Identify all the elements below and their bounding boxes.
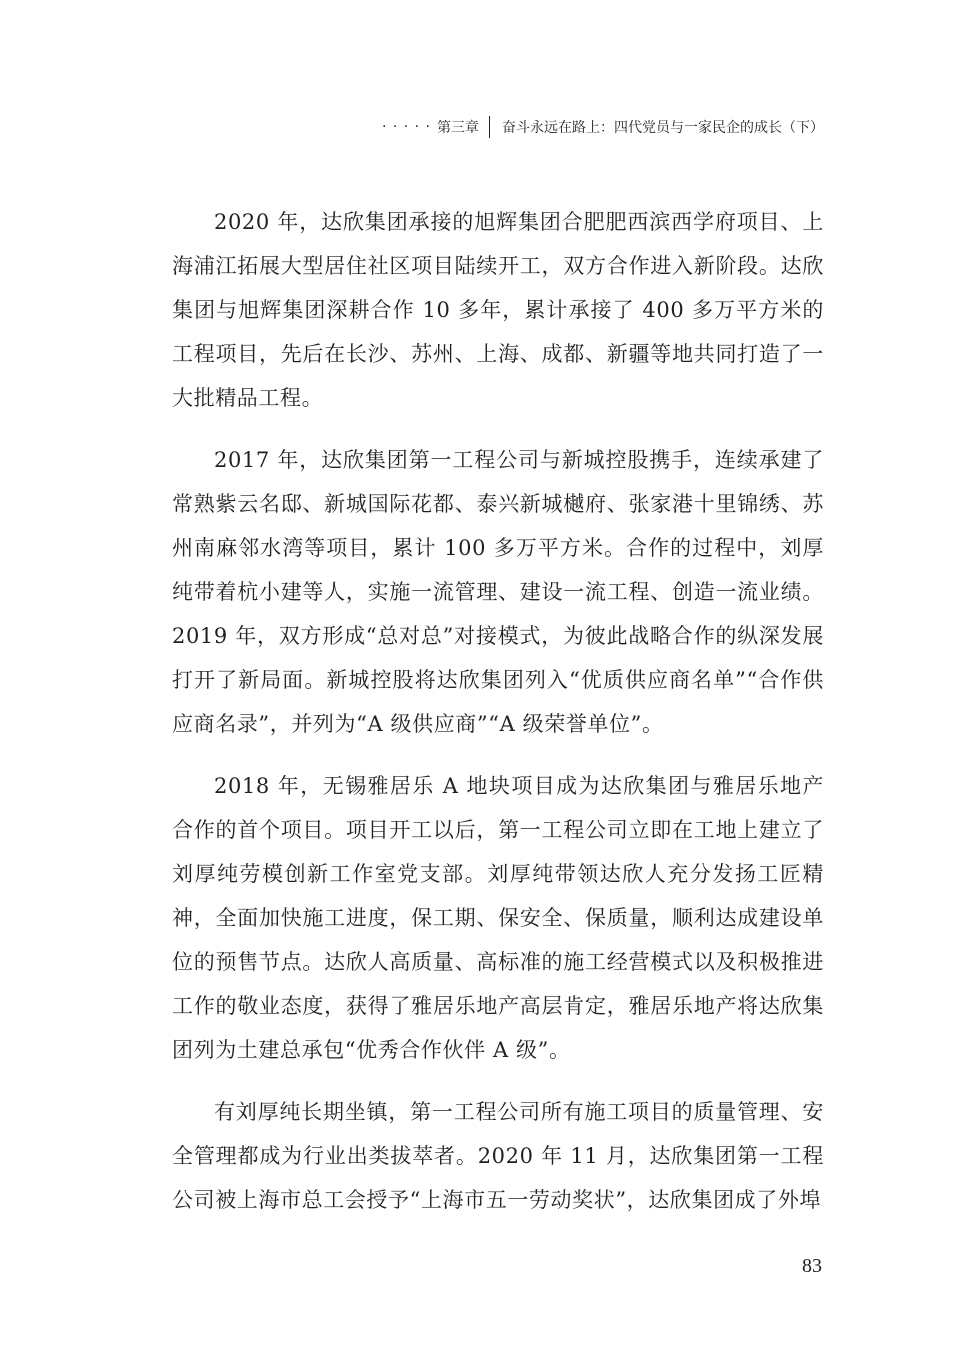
header-divider <box>489 116 490 138</box>
paragraph-3: 2018 年，无锡雅居乐 A 地块项目成为达欣集团与雅居乐地产合作的首个项目。项目开工以后，第一工程公司立即在工地上建立了刘厚纯劳模创新工作室党支部。刘厚纯带领达欣人充分发扬工匠精神，全面加快施工进度，保工期、保安全、保质量，顺利达成建设单位的预售节点。达欣人高质量、高标准的施工经营模式以及积极推进工作的敬业态度，获得了雅居乐地产高层肯定，雅居乐地产将达欣集团列为土建总承包“优秀合作伙伴 A 级”。 <box>172 774 824 1062</box>
page-number: 83 <box>802 1255 822 1277</box>
header-dots: · · · · · <box>381 119 431 135</box>
paragraph-1: 2020 年，达欣集团承接的旭辉集团合肥肥西滨西学府项目、上海浦江拓展大型居住社区项目陆续开工，双方合作进入新阶段。达欣集团与旭辉集团深耕合作 10 多年，累计承接了 400 多万平方米的工程项目，先后在长沙、苏州、上海、成都、新疆等地共同打造了一大批精品工程。 <box>172 210 824 410</box>
paragraph-2: 2017 年，达欣集团第一工程公司与新城控股携手，连续承建了常熟紫云名邸、新城国际花都、泰兴新城樾府、张家港十里锦绣、苏州南麻邻水湾等项目，累计 100 多万平方米。合作的过程中，刘厚纯带着杭小建等人，实施一流管理、建设一流工程、创造一流业绩。2019 年，双方形成“总对总”对接模式，为彼此战略合作的纵深发展打开了新局面。新城控股将达欣集团列入“优质供应商名单”“合作供应商名录”，并列为“A 级供应商”“A 级荣誉单位”。 <box>172 448 824 736</box>
chapter-label: 第三章 <box>437 120 479 136</box>
chapter-title: 奋斗永远在路上：四代党员与一家民企的成长（下） <box>502 120 824 136</box>
running-header <box>382 116 824 138</box>
body-text <box>172 200 824 1240</box>
paragraph-4: 有刘厚纯长期坐镇，第一工程公司所有施工项目的质量管理、安全管理都成为行业出类拔萃者。2020 年 11 月，达欣集团第一工程公司被上海市总工会授予“上海市五一劳动奖状”，达欣集团成了外埠 <box>172 1100 824 1212</box>
